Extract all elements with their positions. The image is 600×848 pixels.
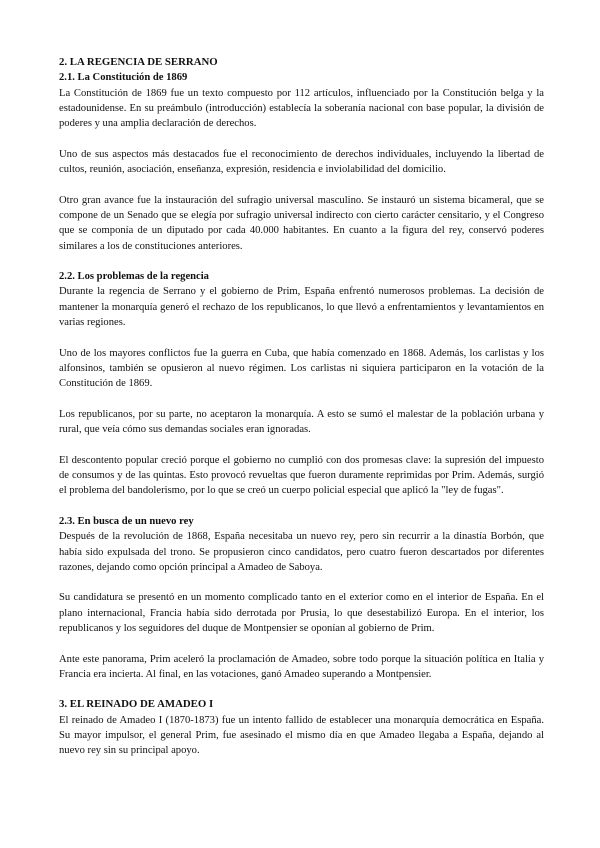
section-2-1-heading: 2.1. La Constitución de 1869 <box>59 72 188 84</box>
paragraph: Después de la revolución de 1868, España necesitaba un nuevo rey, pero sin recurrir a la dinastía Borbón, que había sido expulsada del trono. Se propusieron cinco candidatos, pero cuatro fueron descartados por diferentes razones, dejando como opción principal a Amadeo de Saboya. <box>59 531 544 573</box>
paragraph-gap <box>59 575 544 590</box>
paragraph: Su candidatura se presentó en un momento complicado tanto en el exterior como en el interior de España. En el plano internacional, Francia había sido derrotada por Prusia, lo que desestabilizó Europa. En el interior, los republicanos y los seguidores del duque de Montpensier se oponían al gobierno de Prim. <box>59 592 544 634</box>
paragraph: Otro gran avance fue la instauración del sufragio universal masculino. Se instauró un sistema bicameral, que se compone de un Senado que se elegía por sufragio universal indirecto con cierto carácter censitario, y el Congreso que se componía de un diputado por cada 40.000 habitantes. En cuanto a la figura del rey, conservó poderes similares a los de constituciones anteriores. <box>59 194 544 252</box>
paragraph: Uno de los mayores conflictos fue la guerra en Cuba, que había comenzado en 1868. Además, los carlistas y los alfonsinos, también se opusieron al nuevo régimen. Los carlistas ni siquiera participaron en la votación de la Constitución de 1869. <box>59 347 544 390</box>
paragraph-gap <box>59 330 544 345</box>
paragraph: Durante la regencia de Serrano y el gobierno de Prim, España enfrentó numerosos problemas. La decisión de mantener la monarquía generó el rechazo de los republicanos, lo que llevó a enfrentamientos y levantamientos en varias regiones. <box>59 286 544 329</box>
paragraph-gap <box>59 499 544 514</box>
paragraph-gap <box>59 636 544 651</box>
paragraph: El descontento popular creció porque el gobierno no cumplió con dos promesas clave: la supresión del impuesto de consumos y de las quintas. Esto provocó revueltas que fueron duramente reprimidas por Prim. Además, surgió el problema del bandolerismo, por lo que se creó un cuerpo policial especial que aplicó la "ley de fugas". <box>59 454 544 497</box>
section-3-heading: 3. EL REINADO DE AMADEO I <box>59 698 214 711</box>
paragraph: La Constitución de 1869 fue un texto compuesto por 112 artículos, influenciado por la Constitución belga y la estadounidense. En su preámbulo (introducción) establecía la soberanía nacional con base popular, la división de poderes y una amplia declaración de derechos. <box>59 87 544 130</box>
paragraph-gap <box>59 392 544 407</box>
document-body <box>59 55 544 759</box>
paragraph-gap <box>59 437 544 452</box>
paragraph-gap <box>59 177 544 192</box>
paragraph-gap <box>59 682 544 697</box>
paragraph: El reinado de Amadeo I (1870-1873) fue un intento fallido de establecer una monarquía democrática en España. Su mayor impulsor, el general Prim, fue asesinado el mismo día en que Amadeo llegaba a España, dejando al nuevo rey sin su principal apoyo. <box>59 714 544 757</box>
section-2-2-heading: 2.2. Los problemas de la regencia <box>59 271 209 283</box>
paragraph-gap <box>59 131 544 146</box>
paragraph: Uno de sus aspectos más destacados fue el reconocimiento de derechos individuales, incluyendo la libertad de cultos, reunión, asociación, enseñanza, expresión, residencia e inviolabilidad del domicilio. <box>59 148 544 176</box>
section-2-heading: 2. LA REGENCIA DE SERRANO <box>59 56 218 68</box>
section-2-3-heading: 2.3. En busca de un nuevo rey <box>59 515 194 527</box>
paragraph: Los republicanos, por su parte, no aceptaron la monarquía. A esto se sumó el malestar de la población urbana y rural, que veía cómo sus demandas sociales eran ignoradas. <box>59 408 544 436</box>
paragraph: Ante este panorama, Prim aceleró la proclamación de Amadeo, sobre todo porque la situación política en Italia y Francia era incierta. Al final, en las votaciones, ganó Amadeo superando a Montpensier. <box>59 653 544 680</box>
paragraph-gap <box>59 254 544 269</box>
